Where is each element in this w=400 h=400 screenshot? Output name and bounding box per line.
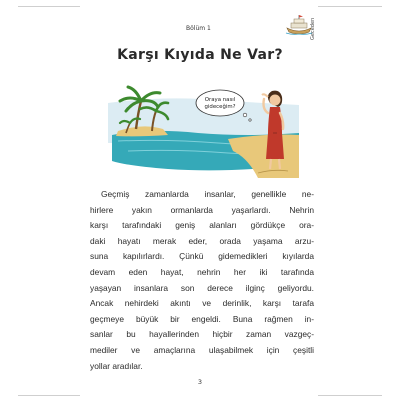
- text-line: daki hayatı merak eder, orada yaşama arzu-: [90, 235, 314, 246]
- page-title: Karşı Kıyıda Ne Var?: [117, 47, 283, 63]
- text-line: Geçmiş zamanlarda insanlar, genellikle ne-: [101, 189, 314, 199]
- text-line: sanlar bu hayallerinden hiçbir zaman vazgeç-: [90, 329, 314, 340]
- page-number: 3: [197, 378, 203, 386]
- speech-line-2: gideceğim?: [204, 104, 236, 110]
- crop-mark: [318, 395, 382, 396]
- crop-mark: [18, 6, 80, 7]
- text-line: Ancak nehirdeki akıntı ve derinlik, karşı tarafa: [90, 298, 314, 309]
- body-paragraph: [90, 187, 314, 374]
- text-line: mediler ve amaçlarına ulaşabilmek için çeşitli: [90, 344, 314, 355]
- side-tab-label: Geceden: [310, 17, 316, 40]
- river-illustration: [108, 73, 299, 178]
- text-line: karşı tarafındaki geniş alanları gördükçe ora-: [90, 220, 314, 231]
- crop-mark: [18, 395, 80, 396]
- speech-line-1: Oraya nasıl: [204, 97, 236, 103]
- text-line: yaşayan insanlara son derece ilginç geliyordu.: [90, 282, 314, 293]
- text-line: yollar aradılar.: [90, 360, 143, 371]
- chapter-label: Bölüm 1: [186, 25, 211, 32]
- text-line: suna kapılırlardı. Çünkü gidemedikleri kıyılarda: [90, 251, 314, 262]
- boat-logo-icon: [285, 14, 313, 36]
- crop-mark: [318, 6, 382, 7]
- text-line: hirlere yakın ormanlarda yaşarlardı. Nehrin: [90, 204, 314, 215]
- text-line: devam eden hayat, nehrin her iki tarafında: [90, 266, 314, 277]
- text-line: geçmeye büyük bir engeldi. Buna rağmen in-: [90, 313, 314, 324]
